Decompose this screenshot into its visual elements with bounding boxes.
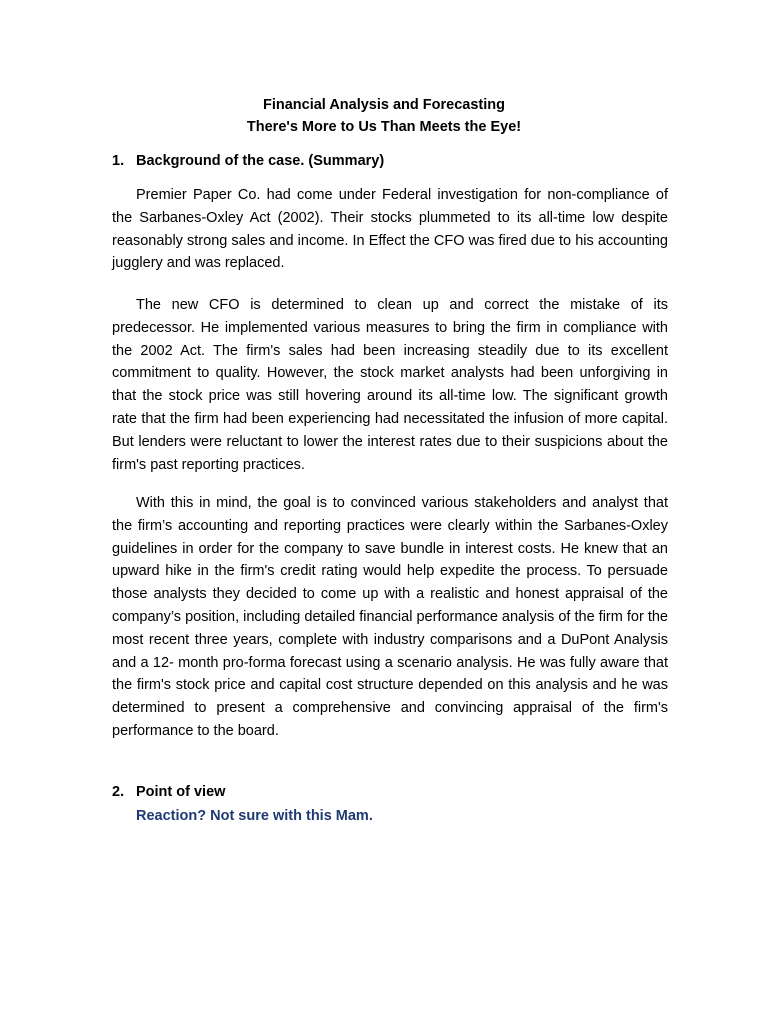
summary-paragraph-3: With this in mind, the goal is to convinced various stakeholders and analyst that the firm’s accounting and reporting practices were clearly within the Sarbanes-Oxley guidelines in order for the company to save bundle in interest costs. He knew that an upward hike in the firm's credit rating would help expedite the process. To persuade those analysts they decided to come up with a realistic and honest appraisal of the company’s position, including detailed financial performance analysis of the firm for the most recent three years, complete with industry comparisons and a DuPont Analysis and a 12- month pro-forma forecast using a scenario analysis. He was fully aware that the firm's stock price and capital cost structure depended on this analysis and he was determined to present a comprehensive and convincing appraisal of the firm's performance to the board. xyxy=(112,495,668,739)
point-of-view-response: Reaction? Not sure with this Mam. xyxy=(136,808,373,824)
section-2-number: 2. xyxy=(112,784,125,800)
document-subtitle: There's More to Us Than Meets the Eye! xyxy=(246,119,522,135)
summary-paragraph-2: The new CFO is determined to clean up and correct the mistake of its predecessor. He implemented various measures to bring the firm in compliance with the 2002 Act. The firm's sales had been increasing steadily due to its excellent commitment to quality. However, the stock market analysts had been unforgiving in that the stock price was still hovering around its all-time low. The significant growth rate that the firm had been experiencing had necessitated the infusion of more capital. But lenders were reluctant to lower the interest rates due to their suspicions about the firm's past reporting practices. xyxy=(112,297,668,473)
section-1-heading xyxy=(112,150,384,172)
summary-paragraph-1: Premier Paper Co. had come under Federal investigation for non-compliance of the Sarbanes-Oxley Act (2002). Their stocks plummeted to its all-time low despite reasonably strong sales and income. In Effect the CFO was fired due to his accounting jugglery and was replaced. xyxy=(112,187,668,272)
document-title: Financial Analysis and Forecasting xyxy=(262,97,505,113)
section-1-number: 1. xyxy=(112,153,125,169)
section-1-title: Background of the case. (Summary) xyxy=(136,153,385,169)
section-2-title: Point of view xyxy=(136,784,226,800)
section-2-heading xyxy=(112,781,225,803)
